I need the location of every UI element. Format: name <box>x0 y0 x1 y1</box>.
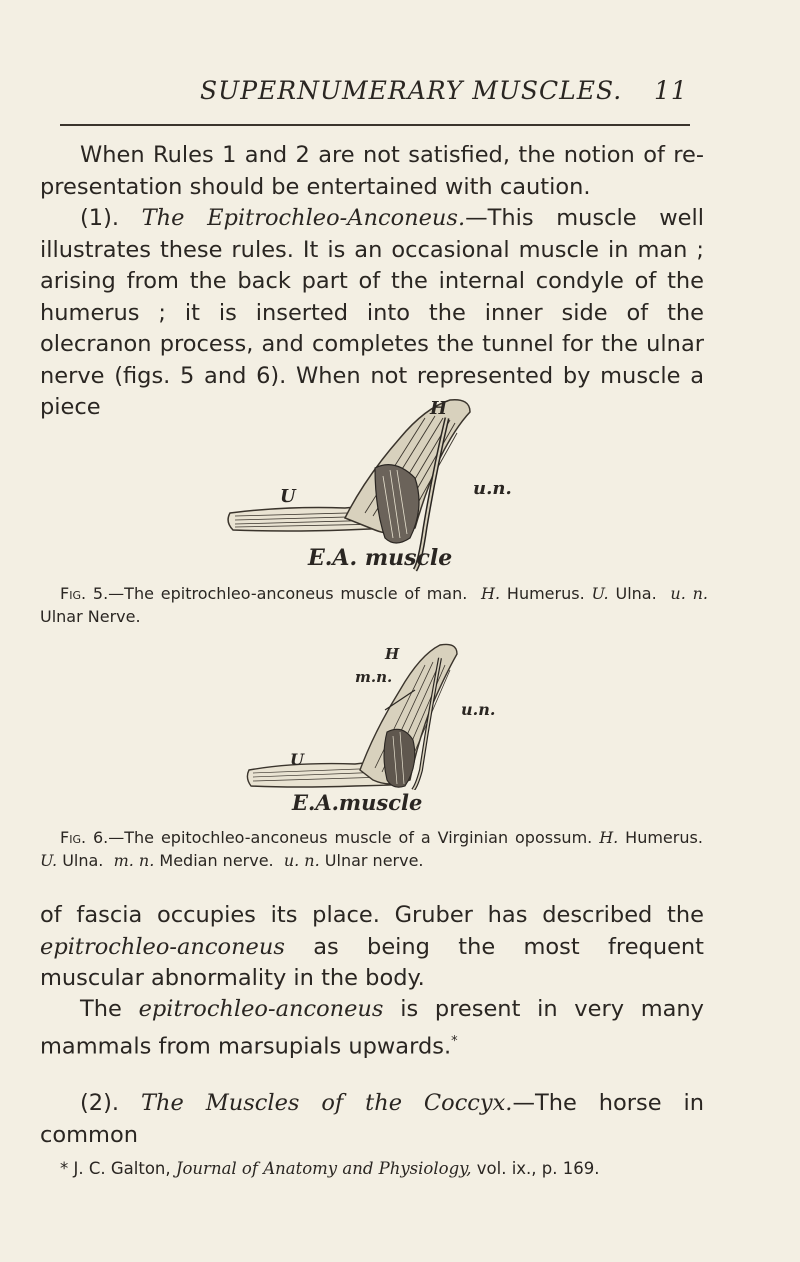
fig6-caption-number: Fig. 6. <box>60 828 109 847</box>
fig5-label-u: U <box>280 486 296 507</box>
paragraph-3-rest: as being the most frequent muscular abnormality in the body. <box>40 933 704 991</box>
footnote-journal: Journal of Anatomy and Physiology, <box>175 1159 472 1178</box>
fig6-caption-u: U. <box>40 851 58 870</box>
fig6-caption-mn: m. n. <box>113 851 155 870</box>
paragraph-4-italic: epitrochleo-anconeus <box>138 996 384 1022</box>
paragraph-2 <box>40 203 704 424</box>
fig6-caption-un-text: Ulnar nerve. <box>324 851 424 870</box>
footnote-author: J. C. Galton, <box>73 1159 171 1178</box>
fig6-label-muscle: E.A.muscle <box>292 790 423 815</box>
fig6-caption-text: —The epitochleo-anconeus muscle of a Virginian opossum. <box>108 828 593 847</box>
running-title: SUPERNUMERARY MUSCLES. <box>200 76 623 105</box>
page-number: 11 <box>654 76 688 105</box>
paragraph-5-text: —The horse in common <box>40 1090 704 1148</box>
paragraph-3 <box>40 900 704 995</box>
figure-6-caption <box>40 826 708 872</box>
paragraph-5-number: (2). <box>80 1090 120 1116</box>
fig6-caption-h: H. <box>599 828 619 847</box>
fig5-caption-u: U. <box>591 584 609 603</box>
fig5-caption-un-text: Ulnar Nerve. <box>40 607 141 626</box>
figure-5-caption <box>40 582 708 628</box>
fig6-label-un: u.n. <box>461 700 496 719</box>
fig5-label-muscle: E.A. muscle <box>308 545 453 571</box>
paragraph-2-title: The Epitrochleo-Anconeus. <box>141 205 466 231</box>
figure-6 <box>245 640 496 790</box>
footnote-mark: * <box>60 1159 69 1178</box>
footnote <box>60 1158 700 1180</box>
paragraph-3-text: of fascia occupies its place. Gruber has described the <box>40 902 704 928</box>
paragraph-5-title: The Muscles of the Coccyx. <box>140 1090 513 1116</box>
header-rule <box>60 124 690 126</box>
fig6-caption-u-text: Ulna. <box>62 851 104 870</box>
fig5-caption-number: Fig. 5. <box>60 584 109 603</box>
fig5-caption-text: —The epitrochleo-anconeus muscle of man. <box>108 584 468 603</box>
paragraph-5 <box>40 1088 704 1151</box>
paragraph-4-start: The <box>80 996 122 1022</box>
fig5-label-un: u.n. <box>473 478 512 499</box>
paragraph-1-text: When Rules 1 and 2 are not satisfied, the notion of re-presentation should be entertained with caution. <box>40 142 704 200</box>
fig5-caption-h-text: Humerus. <box>506 584 585 603</box>
paragraph-3-italic: epitrochleo-anconeus <box>40 933 285 960</box>
fig6-caption-un: u. n. <box>283 851 320 870</box>
paragraph-1 <box>40 140 704 203</box>
fig6-label-h: H <box>385 645 400 663</box>
fig5-caption-h: H. <box>481 584 501 603</box>
paragraph-2-text: —This muscle well illustrates these rules. It is an occasional muscle in man ; arising from the back part of the internal condyle of the humerus ; it is inserted into the inner side of the olecranon process, and completes the tunnel for the ulnar nerve (figs. 5 and 6). When not represented by muscle a piece <box>40 205 704 420</box>
paragraph-4-rest: is present in very many mammals from marsupials upwards. <box>40 996 704 1059</box>
paragraph-4-footnote-mark: * <box>451 1033 458 1049</box>
fig6-label-u: U <box>290 750 304 769</box>
fig5-label-h: H <box>430 398 448 419</box>
fig6-caption-h-text: Humerus. <box>625 828 703 847</box>
paragraph-4 <box>40 994 704 1063</box>
paragraph-2-number: (1). <box>80 205 120 231</box>
fig6-label-mn: m.n. <box>355 668 393 686</box>
fig6-caption-mn-text: Median nerve. <box>159 851 274 870</box>
fig5-caption-u-text: Ulna. <box>615 584 657 603</box>
footnote-reference: vol. ix., p. 169. <box>476 1159 600 1178</box>
fig5-caption-un: u. n. <box>670 584 709 603</box>
figure-6-illustration <box>245 640 485 790</box>
